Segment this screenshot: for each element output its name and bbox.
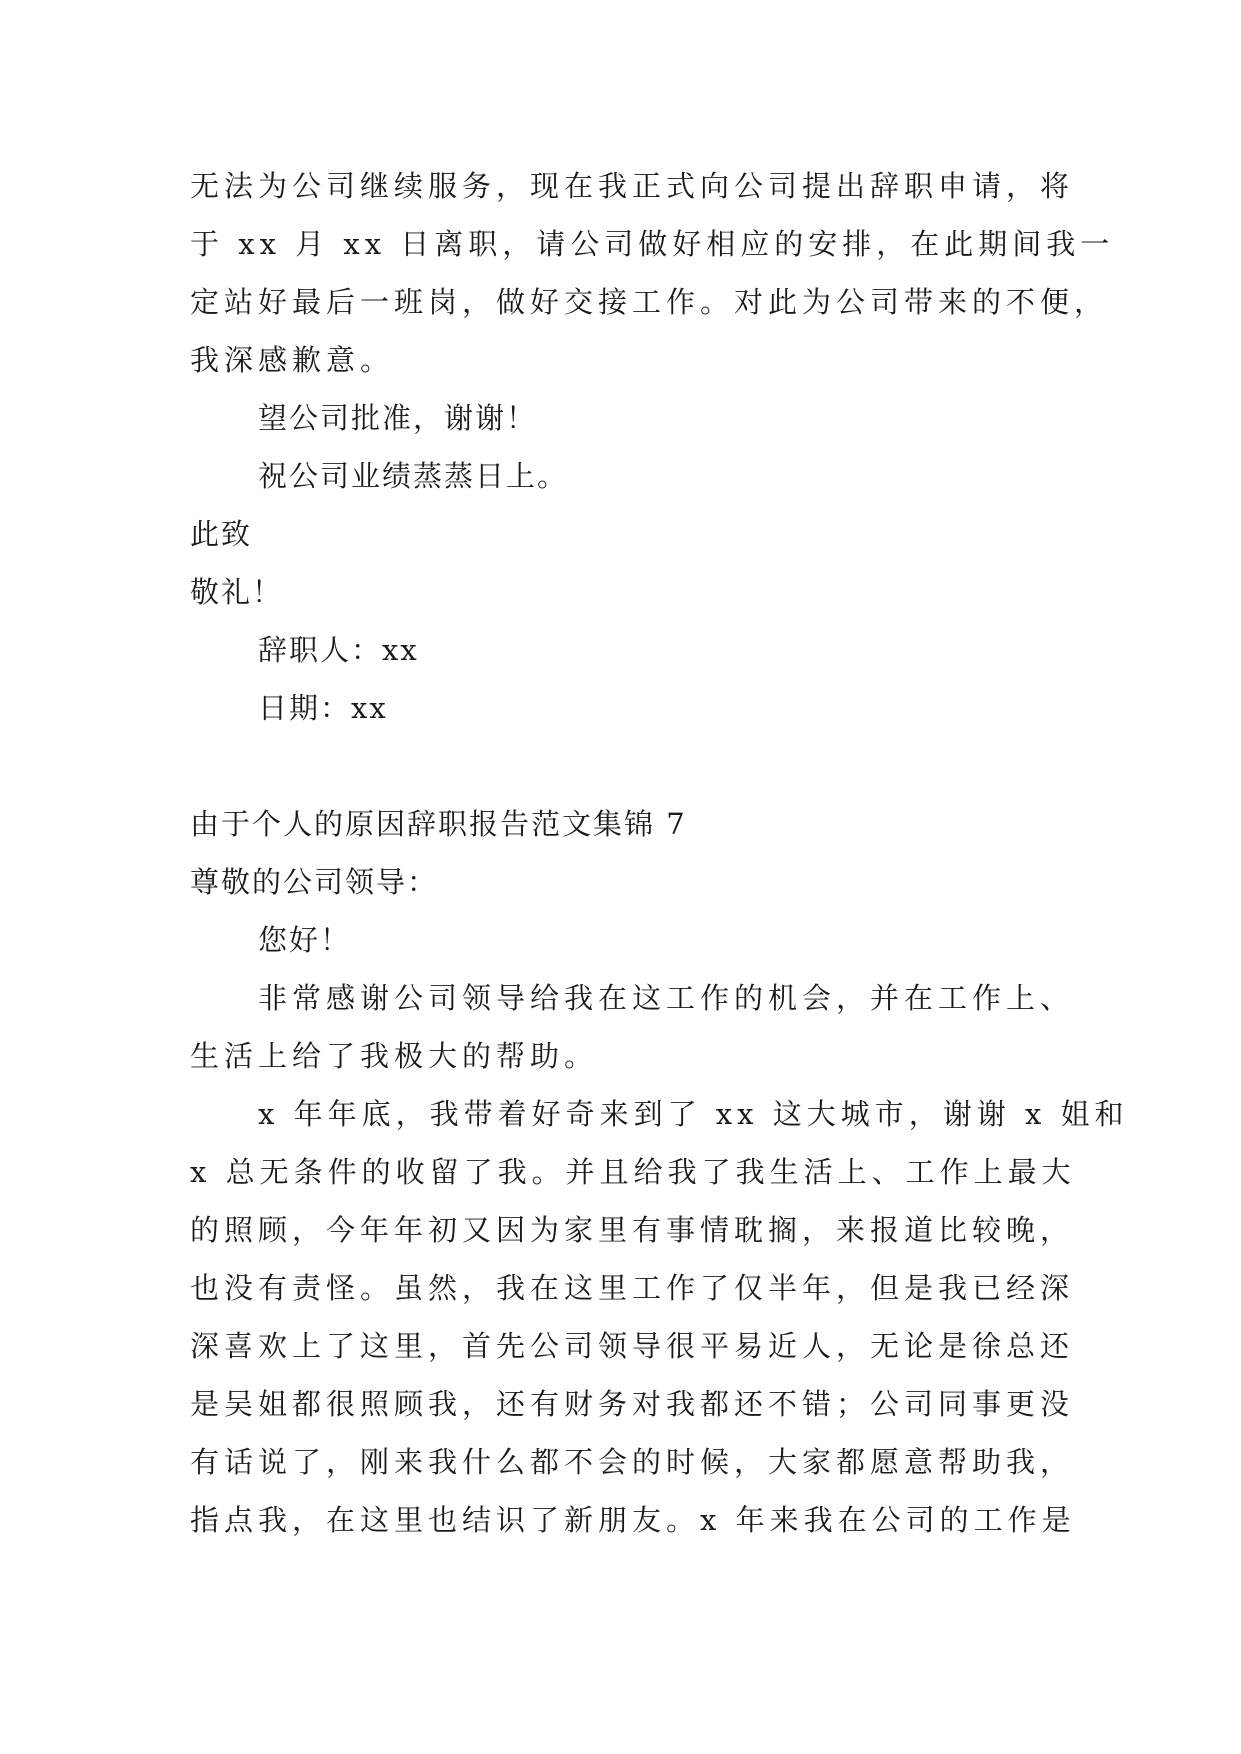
request-line: 望公司批准，谢谢！ [258,401,538,435]
paragraph-line: 生活上给了我极大的帮助。 [190,1039,599,1073]
wish-line: 祝公司业绩蒸蒸日上。 [258,459,569,493]
paragraph-line: 的照顾，今年年初又因为家里有事情耽搁，来报道比较晚， [190,1213,1075,1247]
greeting: 您好！ [258,923,352,957]
paragraph-line: 非常感谢公司领导给我在这工作的机会，并在工作上、 [258,981,1075,1015]
paragraph-line: x 总无条件的收留了我。并且给我了我生活上、工作上最大 [190,1155,1076,1189]
paragraph-line: 也没有责怪。虽然，我在这里工作了仅半年，但是我已经深 [190,1271,1075,1305]
closing-line-2: 敬礼！ [190,575,284,609]
section-title: 由于个人的原因辞职报告范文集锦 7 [190,807,687,841]
date-line: 日期：xx [258,691,388,725]
resigner-line: 辞职人：xx [258,633,419,667]
paragraph-line: 定站好最后一班岗，做好交接工作。对此为公司带来的不便， [190,285,1109,319]
closing-line-1: 此致 [190,517,253,551]
salutation: 尊敬的公司领导： [190,865,439,899]
paragraph-line: 是吴姐都很照顾我，还有财务对我都还不错；公司同事更没 [190,1387,1075,1421]
paragraph-line: 有话说了，刚来我什么都不会的时候，大家都愿意帮助我， [190,1445,1075,1479]
paragraph-line: 指点我，在这里也结识了新朋友。x 年来我在公司的工作是 [190,1503,1076,1537]
paragraph-line: 于 xx 月 xx 日离职，请公司做好相应的安排，在此期间我一 [190,227,1115,261]
paragraph-line: 深喜欢上了这里，首先公司领导很平易近人，无论是徐总还 [190,1329,1075,1363]
paragraph-line: x 年年底，我带着好奇来到了 xx 这大城市，谢谢 x 姐和 [258,1097,1129,1131]
paragraph-line: 无法为公司继续服务，现在我正式向公司提出辞职申请，将 [190,169,1075,203]
paragraph-line: 我深感歉意。 [190,343,395,377]
